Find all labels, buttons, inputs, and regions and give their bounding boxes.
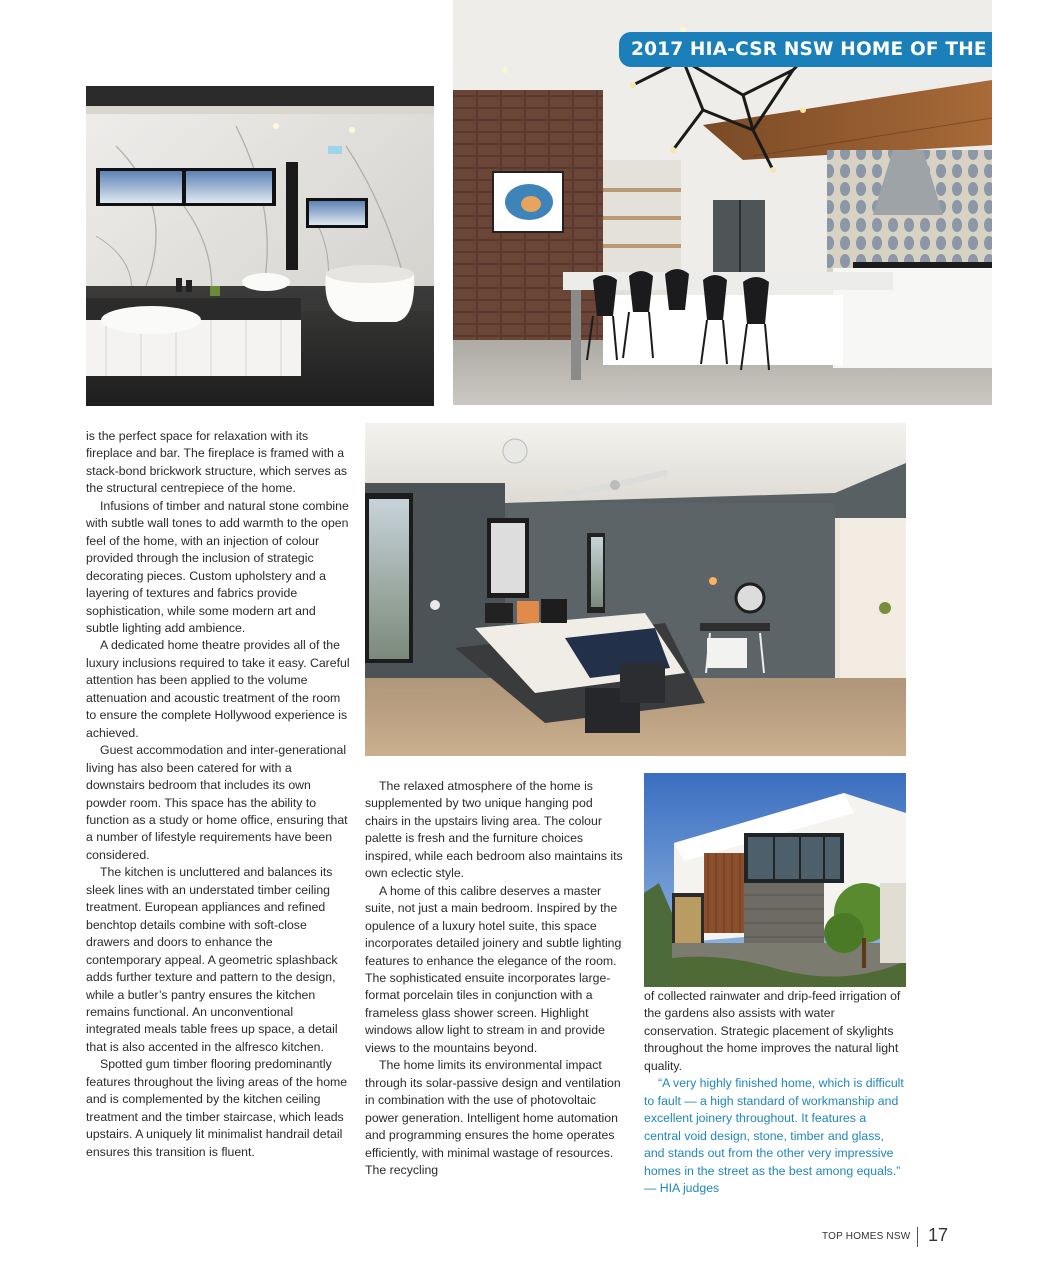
text-column-2 (365, 778, 627, 1179)
text-column-3 (644, 988, 906, 1197)
paragraph: Infusions of timber and natural stone combine with subtle wall tones to add warmth to the open feel of the home, with an injection of colour provided through the inclusion of strategic decorating pieces. Custom upholstery and a layering of textures and fabrics provide sophistication, while some modern art and subtle lighting add ambience. (86, 498, 349, 635)
paragraph: The home limits its environmental impact through its solar-passive design and ventilation in combination with the use of photovoltaic power generation. Intelligent home automation and programming ensures the home operates efficiently, with minimal wastage of resources. The recycling (365, 1058, 621, 1177)
paragraph: A dedicated home theatre provides all of the luxury inclusions required to take it easy. Careful attention has been applied to the volume attenuation and acoustic treatment of the room to ensure the complete Hollywood experience is achieved. (86, 638, 350, 740)
folio-divider (917, 1227, 918, 1247)
exterior-photo (644, 773, 906, 987)
publication-name: TOP HOMES NSW (822, 1231, 911, 1242)
paragraph: Guest accommodation and inter-generational living has also been catered for with a downstairs bedroom that includes its own powder room. This space has the ability to function as a study or home office, ensuring that a number of lifestyle requirements have been considered. (86, 743, 348, 862)
judges-quote: “A very highly finished home, which is difficult to fault — a high standard of workmanship and excellent joinery throughout. It features a central void design, stone, timber and glass, and stands out from the other very impressive homes in the street as the best among equals.” — HIA judges (644, 1076, 904, 1195)
bathroom-photo (86, 86, 434, 406)
bedroom-photo (365, 423, 906, 756)
paragraph: of collected rainwater and drip-feed irrigation of the gardens also assists with water conservation. Strategic placement of skylights throughout the home improves the natural light quality. (644, 989, 901, 1073)
text-column-1 (86, 428, 350, 1161)
paragraph: is the perfect space for relaxation with its fireplace and bar. The fireplace is framed with a stack-bond brickwork structure, which serves as the structural centrepiece of the home. (86, 429, 348, 496)
award-banner (619, 32, 1049, 67)
paragraph: A home of this calibre deserves a master suite, not just a main bedroom. Inspired by the opulence of a luxury hotel suite, this space incorporates detailed joinery and subtle lighting features to enhance the elegance of the room. The sophisticated ensuite incorporates large-format porcelain tiles in conjunction with a frameless glass shower screen. Highlight windows allow light to stream in and provide views to the mountains beyond. (365, 883, 622, 1055)
paragraph: The kitchen is uncluttered and balances its sleek lines with an understated timber ceiling treatment. European appliances and refined benchtop details combine with soft-close drawers and doors to enhance the contemporary appeal. A geometric splashback adds further texture and pattern to the design, while a butler’s pantry ensures the kitchen remains functional. An unconventional integrated meals table frees up space, a detail that is also accented in the alfresco kitchen. (86, 865, 338, 1054)
paragraph: Spotted gum timber flooring predominantly features throughout the living areas of the home and is complemented by the kitchen ceiling treatment and the timber staircase, which leads upstairs. A uniquely lit minimalist handrail detail ensures this transition is fluent. (86, 1057, 348, 1159)
page-number: 17 (928, 1225, 949, 1245)
paragraph: The relaxed atmosphere of the home is supplemented by two unique hanging pod chairs in the upstairs living area. The colour palette is fresh and the furniture choices inspired, while each bedroom also maintains its own eclectic style. (365, 779, 623, 881)
banner-title: 2017 HIA-CSR NSW HOME OF THE YEAR (631, 39, 1049, 60)
